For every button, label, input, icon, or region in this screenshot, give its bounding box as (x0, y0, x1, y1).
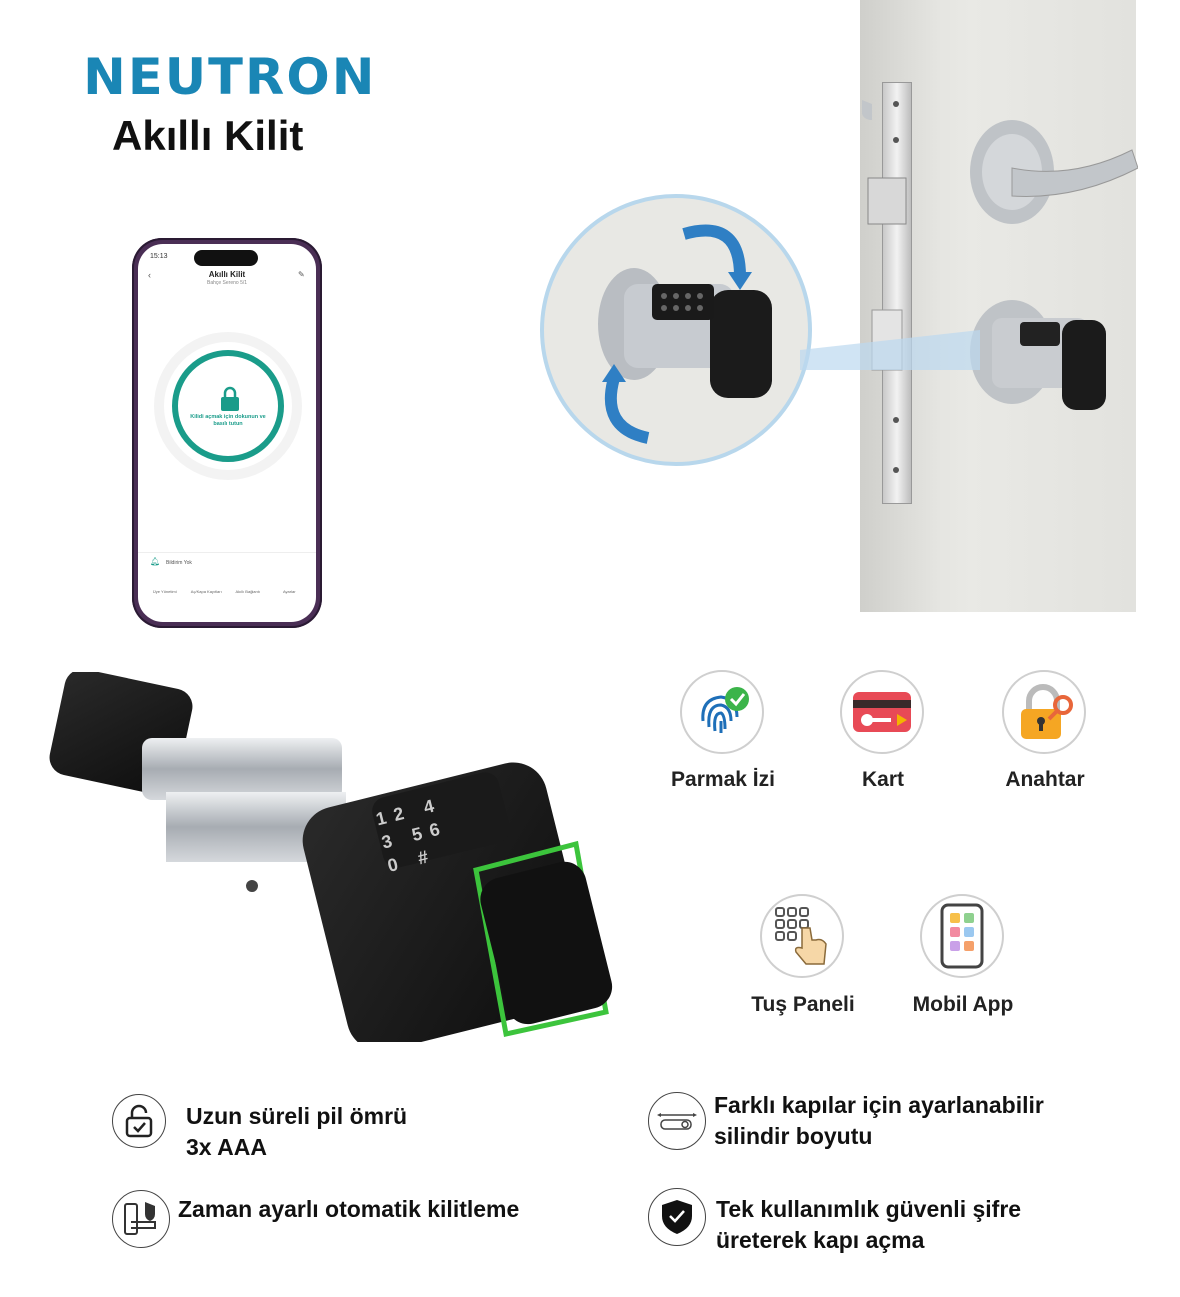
unlock-hint: Kilidi açmak için dokunun ve basılı tutun (190, 414, 266, 427)
key-3[interactable]: 3 (379, 828, 402, 853)
nav-members[interactable]: Üye Yönetimi (152, 589, 177, 594)
product-title: Akıllı Kilit (112, 112, 304, 159)
bottom-nav (144, 589, 310, 594)
keypad-icon (772, 904, 832, 968)
card-icon (851, 686, 913, 738)
back-icon[interactable]: ‹ (148, 270, 151, 280)
phone-screen (138, 244, 316, 622)
lock-icon (220, 386, 240, 412)
phone-time: 15:13 (150, 253, 168, 260)
notification-text: Bildirim Yok (166, 560, 192, 566)
key-feature (1002, 670, 1086, 754)
fingerprint-icon (691, 681, 753, 743)
bullet-battery (186, 1101, 407, 1163)
auto-lock-icon (121, 1200, 161, 1238)
phone-notch (194, 250, 258, 266)
key-4[interactable]: 4 (421, 793, 444, 818)
key-2[interactable]: 2 (391, 801, 414, 825)
battery-feature (112, 1094, 166, 1148)
bullet-cylinder-size (714, 1090, 1044, 1152)
zoom-connector (800, 330, 980, 390)
key-hash[interactable]: # (415, 844, 438, 869)
key-5[interactable]: 5 (409, 821, 433, 846)
feature-label-key: Anahtar (1005, 768, 1085, 791)
auto-lock-feature (112, 1190, 170, 1248)
feature-label-mobile-app: Mobil App (912, 993, 1014, 1016)
cylinder-size-icon (655, 1111, 699, 1131)
feature-label-keypad: Tuş Paneli (751, 993, 855, 1016)
bullet-otp-line1: Tek kullanımlık güvenli şifre (716, 1196, 1022, 1222)
bullet-cylinder-line2: silindir boyutu (714, 1123, 873, 1149)
nav-smart-link[interactable]: Akıllı Bağlantı (235, 589, 260, 594)
nav-settings[interactable]: Ayarlar (282, 589, 296, 594)
bullet-otp (716, 1194, 1021, 1256)
app-title: Akıllı Kilit (208, 270, 246, 279)
edit-icon[interactable]: ✎ (298, 270, 305, 279)
key-lock-icon (1013, 681, 1075, 743)
keypad-feature (760, 894, 844, 978)
battery-lock-icon (124, 1104, 154, 1138)
app-subtitle: Bahçe Sereno 5/1 (206, 280, 248, 286)
bullet-battery-line1: Uzun süreli pil ömrü (186, 1103, 408, 1129)
key-1[interactable]: 1 (373, 805, 397, 830)
bullet-otp-line2: üreterek kapı açma (716, 1227, 925, 1253)
door-hardware (862, 0, 1138, 612)
bullet-auto-lock: Zaman ayarlı otomatik kilitleme (178, 1196, 520, 1222)
mobile-app-feature (920, 894, 1004, 978)
card-feature (840, 670, 924, 754)
cylinder-size-feature (648, 1092, 706, 1150)
feature-label-fingerprint: Parmak İzi (671, 768, 775, 791)
brand-logo: NEUTRON (83, 48, 377, 106)
fingerprint-feature (680, 670, 764, 754)
rotating-knob-illustration (544, 198, 808, 462)
unlock-button[interactable] (164, 342, 292, 470)
key-0[interactable]: 0 (385, 852, 408, 876)
bullet-cylinder-line1: Farklı kapılar için ayarlanabilir (714, 1092, 1044, 1118)
nav-records[interactable]: Aç/Kapa Kayıtları (190, 589, 222, 594)
cylinder-zoom-view (540, 194, 812, 466)
shield-icon (660, 1198, 694, 1236)
unlock-ring (172, 350, 284, 462)
bell-icon: 🔔︎ (150, 557, 161, 566)
cylinder-lock-product (46, 672, 616, 1042)
feature-label-card: Kart (861, 768, 904, 791)
otp-feature (648, 1188, 706, 1246)
key-6[interactable]: 6 (427, 817, 450, 841)
mobile-app-icon (940, 903, 984, 969)
bullet-battery-line2: 3x AAA (186, 1134, 267, 1160)
